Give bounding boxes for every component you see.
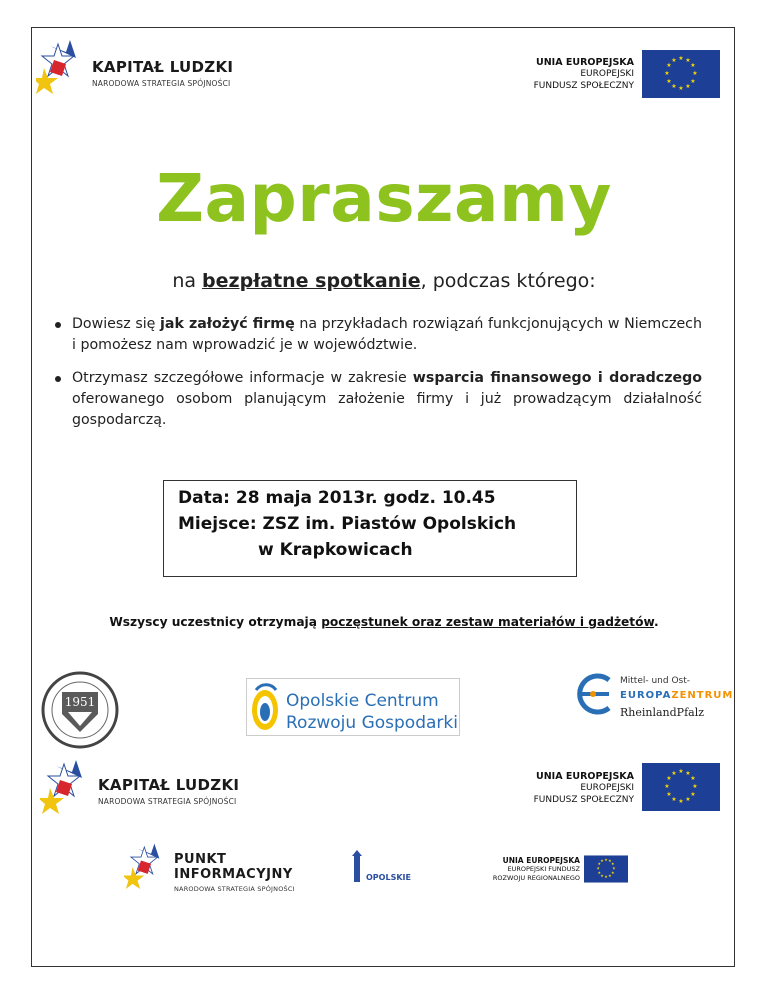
event-date: Data: 28 maja 2013r. godz. 10.45 [178, 488, 496, 508]
kapital-ludzki-logo-icon-2 [40, 758, 92, 820]
event-place: Miejsce: ZSZ im. Piastów Opolskich [178, 514, 517, 534]
svg-text:★: ★ [666, 775, 672, 782]
svg-text:★: ★ [671, 83, 677, 90]
punkt-informacyjny-logo-icon [124, 842, 168, 894]
bullet-item: Otrzymasz szczegółowe informacje w zakresie wsparcia finansowego i doradczego oferowanego osobom planującym założenie firmy i już prowadzącym działalność gospodarczą. [52, 368, 702, 431]
kapital-ludzki-logo-icon [36, 38, 84, 100]
moez-line3: RheinlandPfalz [620, 706, 705, 719]
svg-text:1951: 1951 [64, 695, 96, 709]
punkt-informacyjny-text: PUNKT INFORMACYJNY NARODOWA STRATEGIA SPÓJNOŚCI [174, 852, 295, 893]
bullet-list [52, 314, 702, 443]
event-details-box [163, 480, 577, 577]
eu-regional-text: UNIA EUROPEJSKA EUROPEJSKI FUNDUSZ ROZWOJU REGIONALNEGO [492, 856, 580, 882]
bullet-dot-icon [55, 376, 61, 382]
eu-flag-icon [642, 50, 720, 98]
svg-text:★: ★ [666, 62, 672, 69]
kapital-ludzki-title: KAPITAŁ LUDZKI [92, 58, 234, 76]
svg-text:★: ★ [692, 783, 698, 790]
svg-text:★: ★ [685, 770, 691, 777]
svg-text:★: ★ [604, 874, 608, 880]
svg-text:★: ★ [678, 798, 684, 805]
svg-text:★: ★ [597, 870, 601, 876]
svg-text:★: ★ [612, 865, 616, 871]
subheading-emphasis: bezpłatne spotkanie [202, 270, 421, 292]
svg-text:OPOLSKIE: OPOLSKIE [366, 873, 411, 882]
svg-text:★: ★ [678, 768, 684, 775]
svg-text:★: ★ [678, 55, 684, 62]
svg-text:★: ★ [678, 85, 684, 92]
ocrg-text [286, 690, 458, 734]
svg-text:★: ★ [597, 861, 601, 867]
ocrg-line2: Rozwoju Gospodarki [286, 713, 458, 733]
svg-text:★: ★ [666, 791, 672, 798]
svg-text:★: ★ [690, 78, 696, 85]
svg-text:★: ★ [690, 791, 696, 798]
svg-text:★: ★ [596, 865, 600, 871]
participants-note: Wszyscy uczestnicy otrzymają poczęstunek oraz zestaw materiałów i gadżetów. [109, 615, 659, 629]
svg-text:★: ★ [685, 57, 691, 64]
moez-emblem-icon [571, 672, 615, 716]
ocrg-emblem-icon [248, 680, 282, 734]
svg-text:★: ★ [685, 796, 691, 803]
eu-text-block-2: UNIA EUROPEJSKA EUROPEJSKI FUNDUSZ SPOŁECZNY [533, 771, 634, 805]
svg-text:★: ★ [600, 858, 604, 864]
svg-text:★: ★ [671, 796, 677, 803]
ocrg-line1: Opolskie Centrum [286, 691, 439, 711]
bullet-item: Dowiesz się jak założyć firmę na przykładach rozwiązań funkcjonujących w Niemczech i pomożesz nam wprowadzić je w województwie. [52, 314, 702, 356]
svg-text:★: ★ [666, 78, 672, 85]
event-place-city: w Krapkowicach [258, 540, 413, 560]
eu-line3: FUNDUSZ SPOŁECZNY [533, 81, 634, 91]
svg-text:★: ★ [608, 858, 612, 864]
opolskie-logo-icon [346, 850, 416, 890]
school-seal-logo-icon [40, 670, 120, 750]
svg-text:★: ★ [604, 857, 608, 863]
svg-text:★: ★ [671, 57, 677, 64]
svg-text:★: ★ [692, 70, 698, 77]
svg-text:★: ★ [664, 70, 670, 77]
kapital-ludzki-subtitle: NARODOWA STRATEGIA SPÓJNOŚCI [92, 79, 231, 88]
svg-text:★: ★ [600, 872, 604, 878]
svg-text:★: ★ [685, 83, 691, 90]
kapital-ludzki-title-2: KAPITAŁ LUDZKI [98, 776, 240, 794]
svg-text:★: ★ [671, 770, 677, 777]
headline: Zapraszamy [156, 160, 612, 237]
eu-line2: EUROPEJSKI [580, 69, 634, 79]
bullet-dot-icon [55, 322, 61, 328]
eu-title: UNIA EUROPEJSKA [536, 57, 634, 68]
svg-text:★: ★ [690, 775, 696, 782]
svg-text:★: ★ [690, 62, 696, 69]
eu-flag-icon-2 [642, 763, 720, 811]
svg-text:★: ★ [611, 870, 615, 876]
eu-text-block [490, 57, 634, 92]
moez-line1: Mittel- und Ost- [620, 676, 691, 686]
subheading: na bezpłatne spotkanie, podczas którego: [172, 270, 596, 292]
svg-text:★: ★ [664, 783, 670, 790]
moez-line2: EUROPAZENTRUM [620, 690, 734, 701]
eu-flag-icon-3 [584, 852, 628, 886]
kapital-ludzki-subtitle-2: NARODOWA STRATEGIA SPÓJNOŚCI [98, 797, 237, 806]
svg-text:★: ★ [608, 872, 612, 878]
svg-text:★: ★ [611, 861, 615, 867]
